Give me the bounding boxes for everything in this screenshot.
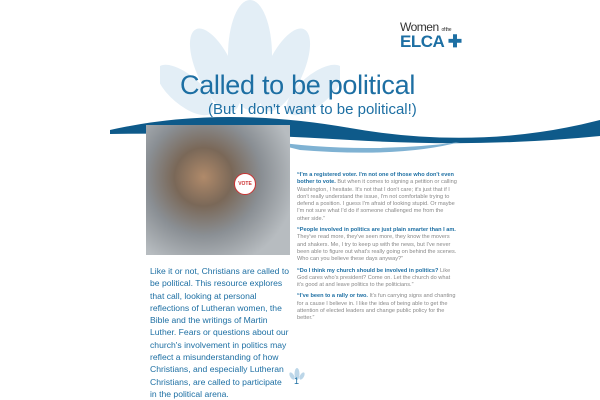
quote: “People involved in politics are just plain smarter than I am. They've read more, they've seen more, they know the movers and shakers. Me, I try to keep up with the news, but I've never been able to figure out what's really going on behind the scenes. Who can you believe these days anyway?” [297,227,457,263]
quote: “I'm a registered voter. I'm not one of those who don't even bother to vote. But when it comes to signing a petition or calling Washington, I hesitate. It's not that I don't care; it's just that if I don't really understand the issue, I'm not comfortable trying to defend a position. I guess I'm afraid of looking stupid. Or maybe I'm not sure what I'd do if someone challenged me from the other side.” [297,172,457,222]
quote: “I've been to a rally or two. It's fun carrying signs and chanting for a cause I believe in. I like the idea of being able to get the attention of elected leaders and change public policy for the better.” [297,293,456,322]
vote-button-badge: VOTE [234,173,256,195]
page-number: 1 [294,376,300,386]
woman-with-vote-button-photo [146,125,290,255]
intro-paragraph: Like it or not, Christians are called to be political. This resource explores that call, looking at personal reflections of Lutheran women, the Bible and the writings of Martin Luther. Fears or questions about our church's involvement in politics may reflect a misunderstanding of how Christians, and especially Lutheran Christians, are called to participate in the political arena. [150,266,289,399]
page-title: Called to be political [180,70,416,100]
page-subtitle: (But I don't want to be political!) [208,101,417,118]
quotes-column [297,172,457,327]
women-of-elca-logo: Women of the ELCA ✚ [400,20,462,51]
quote: “Do I think my church should be involved in politics? Like God cares who's president? Come on. Let the church do what it's good at and leave politics to the politicians.” [297,267,451,289]
